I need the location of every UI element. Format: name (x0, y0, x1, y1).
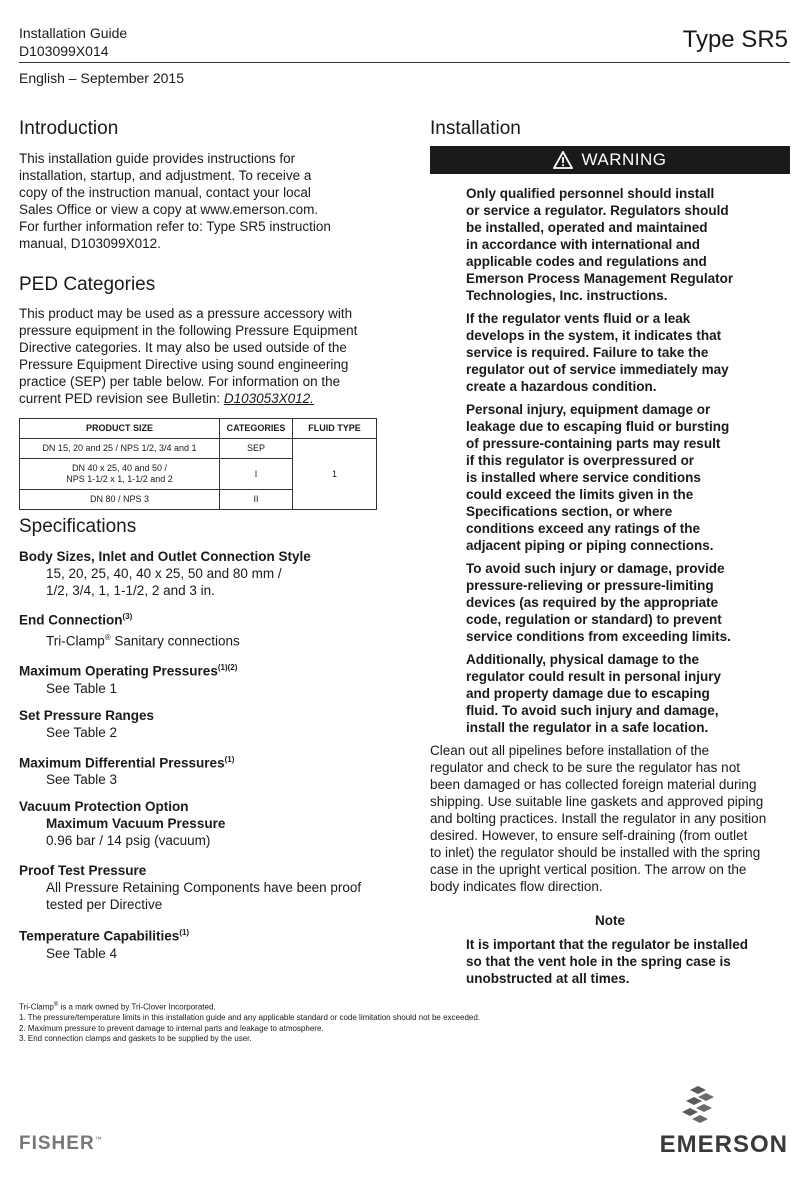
note-line: so that the vent hole in the spring case is (466, 954, 731, 969)
warning-triangle-icon (553, 151, 573, 169)
warning-line: in accordance with international and (466, 237, 701, 252)
spec-set-pressure (19, 707, 381, 741)
emerson-mark-icon (676, 1084, 720, 1128)
introduction-text (19, 150, 381, 252)
body-line: been damaged or has collected foreign material during (430, 777, 757, 792)
footnote-ref: (3) (122, 612, 133, 621)
warning-line: develops in the system, it indicates that (466, 328, 722, 343)
body-line: Clean out all pipelines before installation of the (430, 743, 710, 758)
introduction-heading: Introduction (19, 118, 119, 139)
cell-category: I (220, 459, 293, 490)
note-text (466, 936, 786, 987)
warning-line: of pressure-containing parts may result (466, 436, 721, 451)
warning-line: service conditions from exceeding limits. (466, 629, 731, 644)
cell-size-line: DN 40 x 25, 40 and 50 / (71, 463, 168, 473)
warning-line: To avoid such injury or damage, provide (466, 561, 725, 576)
spec-value: 1/2, 3/4, 1, 1-1/2, 2 and 3 in. (46, 583, 215, 598)
doc-type: Installation Guide (19, 25, 128, 41)
introduction-section (19, 118, 381, 252)
spec-value: 15, 20, 25, 40, 40 x 25, 50 and 80 mm / (46, 566, 282, 581)
table-row (20, 439, 377, 459)
warning-paragraph (466, 185, 786, 304)
warning-line: if this regulator is overpressured or (466, 453, 695, 468)
warning-line: Additionally, physical damage to the (466, 652, 700, 667)
installation-section (430, 118, 790, 140)
note-label: Note (595, 913, 625, 928)
spec-title-text: Temperature Capabilities (19, 928, 180, 944)
body-line: regulator and check to be sure the regulator has not (430, 760, 740, 775)
warning-line: or service a regulator. Regulators should (466, 203, 729, 218)
ped-line (19, 390, 381, 407)
ped-section (19, 274, 381, 407)
footnote-ref: (1) (179, 928, 190, 937)
warning-line: Personal injury, equipment damage or (466, 402, 711, 417)
warning-line: conditions exceed any ratings of the (466, 521, 701, 536)
warning-paragraph (466, 560, 786, 645)
ped-line-prefix: current PED revision see Bulletin: (19, 391, 224, 406)
warning-line: create a hazardous condition. (466, 379, 657, 394)
warning-line: pressure-relieving or pressure-limiting (466, 578, 714, 593)
spec-end-connection (19, 608, 381, 649)
note-line: It is important that the regulator be installed (466, 937, 749, 952)
spec-value: 0.96 bar / 14 psig (vacuum) (46, 833, 211, 848)
warning-line: Only qualified personnel should install (466, 186, 715, 201)
footnote-item: 2. Maximum pressure to prevent damage to internal parts and leakage to atmosphere. (19, 1023, 324, 1033)
spec-max-differential (19, 751, 381, 789)
body-line: shipping. Use suitable line gaskets and approved piping (430, 794, 764, 809)
warning-line: service is required. Failure to take the (466, 345, 709, 360)
cell-size: DN 15, 20 and 25 / NPS 1/2, 3/4 and 1 (20, 439, 220, 459)
cell-category: SEP (220, 439, 293, 459)
warning-banner (430, 146, 790, 174)
warning-line: adjacent piping or piping connections. (466, 538, 714, 553)
intro-line: For further information refer to: Type SR5 instruction (19, 219, 331, 234)
fisher-logo-text: FISHER (19, 1133, 95, 1154)
ped-line: Directive categories. It may also be used outside of the (19, 340, 347, 355)
col-header-categories: CATEGORIES (220, 419, 293, 439)
spec-title (19, 924, 381, 945)
registered-mark: ® (104, 632, 111, 642)
footnote-text: Tri-Clamp (19, 1002, 54, 1012)
spec-title-text: Maximum Differential Pressures (19, 755, 225, 770)
spec-title: Vacuum Protection Option (19, 799, 189, 814)
warning-paragraph (466, 401, 786, 554)
table-header-row (20, 419, 377, 439)
header-doc-info (19, 24, 127, 60)
spec-vacuum (19, 798, 381, 849)
footnote-ref: (1) (224, 754, 235, 764)
spec-body-sizes (19, 548, 381, 599)
body-line: to inlet) the regulator should be installed with the spring (430, 845, 761, 860)
spec-title: Set Pressure Ranges (19, 707, 155, 723)
spec-value: See Table 3 (46, 772, 118, 787)
spec-value: See Table 4 (46, 945, 118, 961)
spec-temperature (19, 924, 381, 962)
warning-line: could exceed the limits given in the (466, 487, 694, 502)
spec-value: See Table 1 (46, 680, 118, 696)
bulletin-link[interactable]: D103053X012. (223, 391, 314, 406)
specifications-heading: Specifications (19, 516, 137, 537)
header-divider (19, 62, 790, 63)
emerson-logo: EMERSON (659, 1131, 788, 1158)
spec-title: Proof Test Pressure (19, 863, 147, 878)
specifications-section (19, 516, 381, 962)
spec-value: tested per Directive (46, 897, 163, 912)
warning-line: and property damage due to escaping (466, 686, 710, 701)
spec-value-text: Sanitary connections (110, 633, 240, 648)
spec-value: All Pressure Retaining Components have been proof (46, 880, 362, 895)
spec-subtitle: Maximum Vacuum Pressure (46, 816, 226, 831)
intro-line: Sales Office or view a copy at www.emerson.com. (19, 202, 319, 217)
doc-number: D103099X014 (19, 43, 109, 59)
ped-heading: PED Categories (19, 274, 156, 295)
footnote-text: is a mark owned by Tri-Clover Incorporated. (58, 1002, 216, 1012)
warning-line: applicable codes and regulations and (466, 254, 707, 269)
product-title: Type SR5 (682, 26, 788, 53)
registered-mark: ® (53, 1002, 59, 1008)
cell-size-line: NPS 1-1/2 x 1, 1-1/2 and 2 (66, 474, 173, 484)
trademark-mark: ™ (94, 1136, 103, 1144)
language-date: English – September 2015 (19, 70, 184, 86)
warning-line: install the regulator in a safe location. (466, 720, 709, 735)
col-header-fluid-type: FLUID TYPE (293, 419, 377, 439)
spec-title (19, 608, 381, 629)
ped-line: practice (SEP) per table below. For information on the (19, 374, 341, 389)
ped-line: This product may be used as a pressure accessory with (19, 306, 353, 321)
footnote-ref: (1)(2) (217, 663, 238, 672)
intro-line: manual, D103099X012. (19, 236, 161, 251)
warning-text-block (466, 185, 786, 736)
body-line: case in the upright vertical position. The arrow on the (430, 862, 747, 877)
installation-body (430, 742, 792, 895)
installation-heading: Installation (430, 118, 521, 139)
spec-max-operating (19, 659, 381, 697)
spec-title (19, 751, 381, 772)
spec-title-text: End Connection (19, 612, 123, 628)
fisher-logo (19, 1133, 103, 1155)
warning-line: regulator could result in personal injury (466, 669, 722, 684)
ped-table (19, 418, 377, 510)
col-header-product-size: PRODUCT SIZE (20, 419, 220, 439)
intro-line: installation, startup, and adjustment. To receive a (19, 168, 312, 183)
ped-line: Pressure Equipment Directive using sound engineering (19, 357, 349, 372)
body-line: body indicates flow direction. (430, 879, 603, 894)
footnote-item: 1. The pressure/temperature limits in this installation guide and any applicable standard or code limitation should not be exceeded. (19, 1013, 481, 1023)
footnotes (19, 1000, 719, 1045)
ped-line: pressure equipment in the following Pressure Equipment (19, 323, 358, 338)
footnote-item: 3. End connection clamps and gaskets to be supplied by the user. (19, 1034, 252, 1044)
body-line: desired. However, to ensure self-draining (from outlet (430, 828, 748, 843)
body-line: and bolting practices. Install the regulator in any position (430, 811, 767, 826)
spec-value: See Table 2 (46, 724, 118, 740)
warning-label: WARNING (581, 150, 667, 169)
intro-line: This installation guide provides instructions for (19, 151, 296, 166)
spec-title: Body Sizes, Inlet and Outlet Connection Style (19, 549, 311, 564)
cell-size: DN 80 / NPS 3 (20, 490, 220, 510)
spec-title-text: Maximum Operating Pressures (19, 663, 218, 679)
spec-proof-test (19, 862, 381, 913)
warning-line: Technologies, Inc. instructions. (466, 288, 668, 303)
warning-line: Specifications section, or where (466, 504, 673, 519)
intro-line: copy of the instruction manual, contact your local (19, 185, 311, 200)
warning-line: fluid. To avoid such injury and damage, (466, 703, 719, 718)
warning-line: If the regulator vents fluid or a leak (466, 311, 691, 326)
warning-line: be installed, operated and maintained (466, 220, 708, 235)
ped-text (19, 305, 381, 407)
warning-paragraph (466, 651, 786, 736)
warning-line: regulator out of service immediately may (466, 362, 729, 377)
cell-category: II (220, 490, 293, 510)
warning-paragraph (466, 310, 786, 395)
warning-line: devices (as required by the appropriate (466, 595, 719, 610)
warning-line: leakage due to escaping fluid or bursting (466, 419, 730, 434)
note-line: unobstructed at all times. (466, 971, 630, 986)
spec-value (19, 629, 381, 650)
warning-line: Emerson Process Management Regulator (466, 271, 734, 286)
spec-value-text: Tri-Clamp (46, 633, 105, 648)
cell-fluid: 1 (293, 439, 377, 510)
trademark-note (19, 1000, 719, 1013)
spec-title (19, 659, 381, 680)
warning-line: is installed where service conditions (466, 470, 701, 485)
cell-size (20, 459, 220, 490)
warning-line: code, regulation or standard) to prevent (466, 612, 722, 627)
